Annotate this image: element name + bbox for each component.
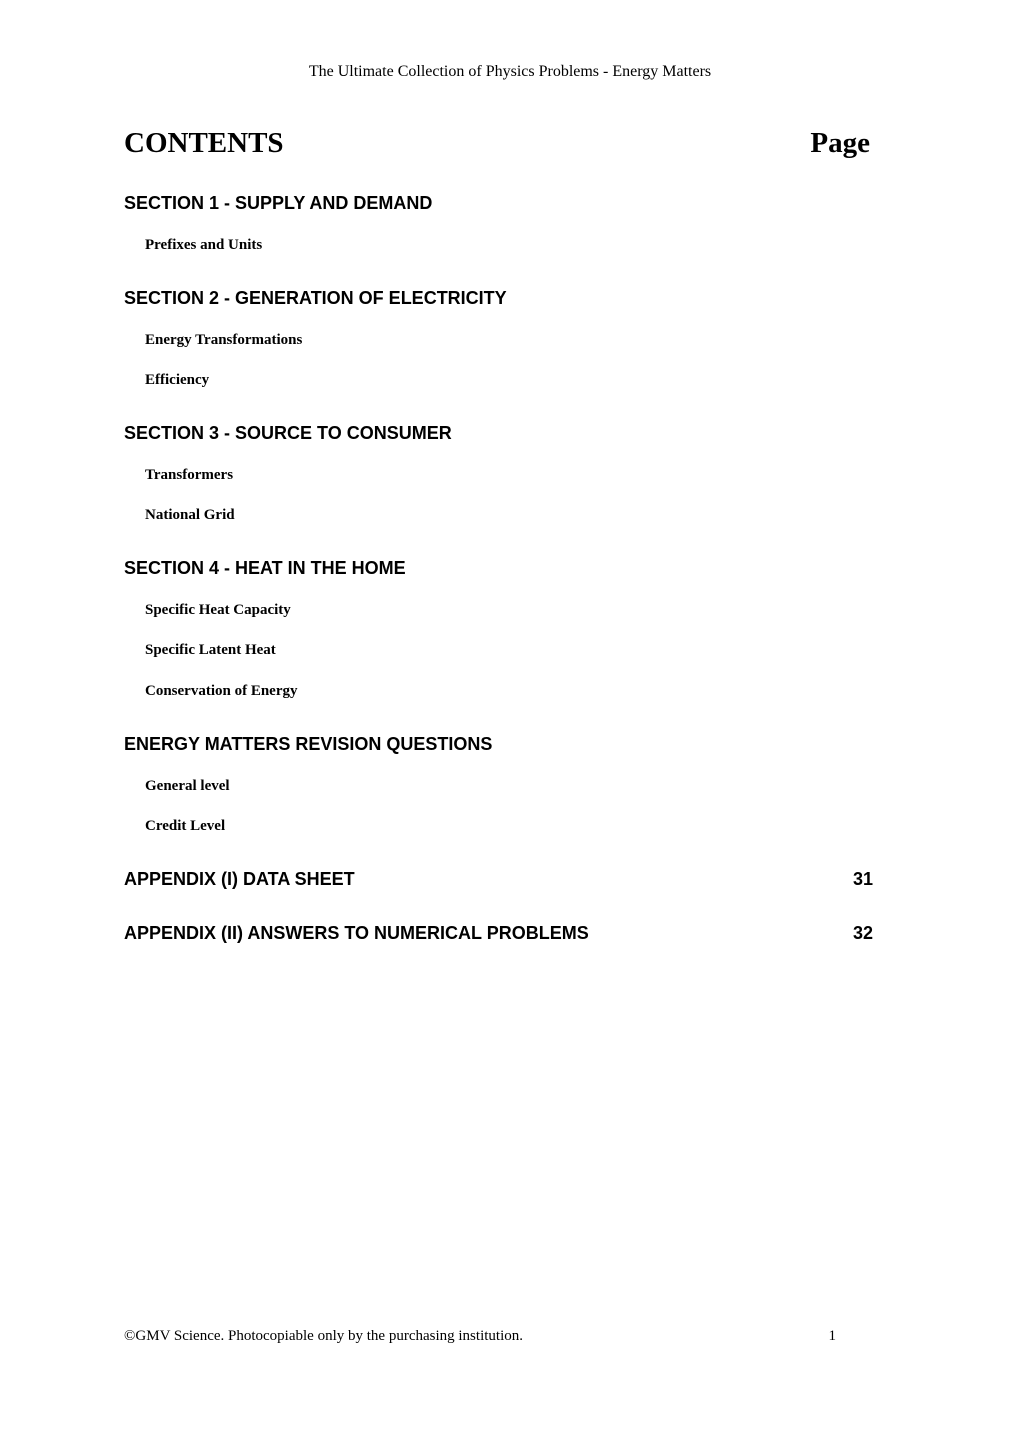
section-page: 32 xyxy=(852,923,873,943)
page-footer xyxy=(124,1326,836,1346)
section-title: SECTION 3 - SOURCE TO CONSUMER xyxy=(124,423,452,443)
copyright-notice: ©GMV Science. Photocopiable only by the purchasing institution. xyxy=(124,1328,523,1344)
contents-heading-row xyxy=(124,124,870,162)
toc-section-2 xyxy=(124,287,873,309)
toc-entry-national-grid: National Grid xyxy=(145,507,235,523)
toc-entry-specific-heat-capacity: Specific Heat Capacity xyxy=(145,602,291,618)
running-header: The Ultimate Collection of Physics Problems - Energy Matters xyxy=(308,63,712,80)
page-column-label: Page xyxy=(810,127,870,159)
toc-entry-credit-level: Credit Level xyxy=(145,818,226,834)
toc-entry-specific-latent-heat: Specific Latent Heat xyxy=(145,642,276,658)
section-title: SECTION 4 - HEAT IN THE HOME xyxy=(124,558,406,578)
toc-entry-energy-transformations: Energy Transformations xyxy=(145,332,303,348)
toc-section-appendix-2 xyxy=(124,922,873,944)
toc-section-revision xyxy=(124,733,873,755)
toc-section-4 xyxy=(124,557,873,579)
toc-entry-prefixes-and-units: Prefixes and Units xyxy=(145,237,263,253)
toc-section-appendix-1 xyxy=(124,868,873,890)
toc-section-1 xyxy=(124,192,873,214)
section-title: APPENDIX (II) ANSWERS TO NUMERICAL PROBLEMS xyxy=(124,923,589,943)
section-title: SECTION 1 - SUPPLY AND DEMAND xyxy=(124,193,433,213)
contents-title: CONTENTS xyxy=(124,127,284,159)
toc-section-3 xyxy=(124,422,873,444)
section-title: ENERGY MATTERS REVISION QUESTIONS xyxy=(124,734,493,754)
section-page: 31 xyxy=(852,869,873,889)
toc-entry-efficiency: Efficiency xyxy=(145,372,210,388)
section-title: APPENDIX (I) DATA SHEET xyxy=(124,869,355,889)
page-number: 1 xyxy=(828,1328,836,1344)
toc-entry-general-level: General level xyxy=(145,778,230,794)
toc-entry-conservation-of-energy: Conservation of Energy xyxy=(145,683,298,699)
section-title: SECTION 2 - GENERATION OF ELECTRICITY xyxy=(124,288,507,308)
toc-entry-transformers: Transformers xyxy=(145,467,234,483)
